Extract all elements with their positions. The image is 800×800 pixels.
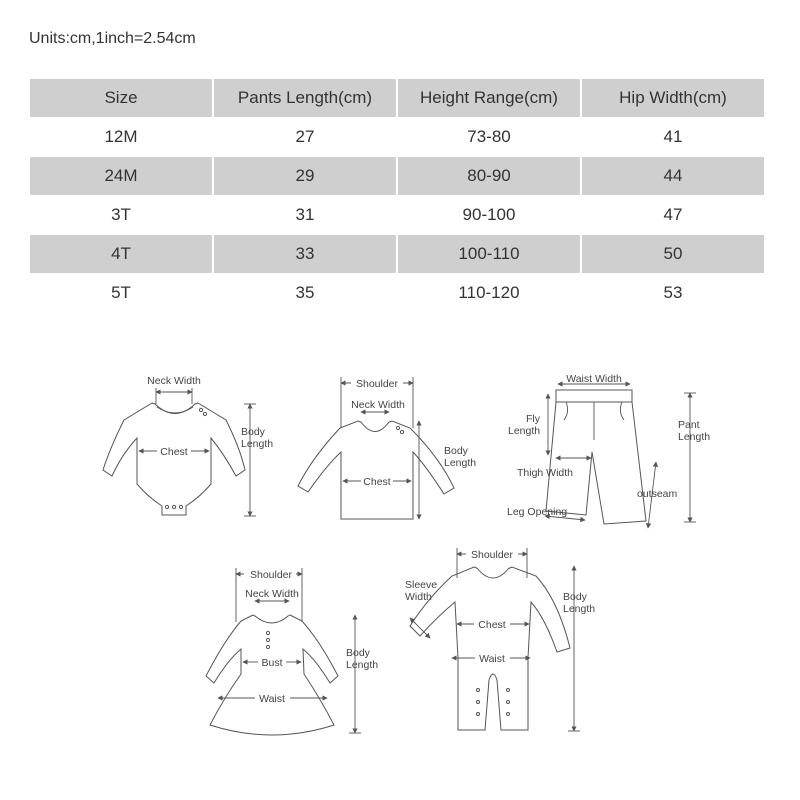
table-header-row (30, 79, 764, 118)
measurement-diagrams (0, 340, 800, 800)
cell-size: 24M (104, 166, 138, 185)
snap-button (172, 505, 175, 508)
romper-diagram (405, 547, 595, 731)
cell-height-range: 90-100 (397, 196, 581, 235)
cell-pants-length: 27 (213, 118, 397, 157)
snap-button (179, 505, 182, 508)
romper-button (477, 713, 480, 716)
waist-label: Waist (479, 653, 505, 665)
dress-button (266, 638, 269, 641)
sleeve-width-label: Sleeve (405, 579, 438, 591)
waist-label: Waist (259, 693, 285, 705)
cell-hip-width: 47 (581, 196, 764, 235)
waist-width-label: Waist Width (566, 373, 622, 385)
table-row (30, 196, 764, 235)
pants-waistband (556, 390, 632, 402)
cell-height-range: 100-110 (397, 235, 581, 274)
tshirt-outline (298, 421, 454, 519)
romper-button (507, 689, 510, 692)
romper-button (507, 713, 510, 716)
body-length-label: Body (444, 445, 468, 457)
table-row (30, 274, 764, 313)
body-length-label: Length (444, 457, 477, 469)
snap-button (165, 505, 168, 508)
dress-outline (206, 615, 338, 735)
cell-height-range: 110-120 (397, 274, 581, 313)
fly-length-label: Length (508, 425, 541, 437)
units-note: Units:cm,1inch=2.54cm (29, 30, 196, 47)
shoulder-label: Shoulder (249, 569, 293, 581)
bodysuit-diagram (103, 375, 273, 516)
header-pants-length: Pants Length(cm) (213, 79, 397, 118)
cell-hip-width: 41 (581, 118, 764, 157)
shoulder-button (396, 426, 399, 429)
neck-width-label: Neck Width (245, 588, 299, 600)
chest-label: Chest (478, 619, 506, 631)
cell-pants-length: 29 (213, 157, 397, 196)
table-row (30, 118, 764, 157)
outseam-label: outseam (637, 488, 678, 500)
cell-size: 4T (111, 244, 131, 263)
cell-height-range: 73-80 (397, 118, 581, 157)
body-length-label: Length (346, 659, 379, 671)
table-row (30, 235, 764, 274)
leg-opening-label: Leg Opening (507, 506, 568, 518)
bust-label: Bust (261, 657, 283, 669)
pants-diagram (507, 373, 710, 528)
shoulder-button (199, 408, 202, 411)
shoulder-button (400, 430, 403, 433)
cell-height-range: 80-90 (397, 157, 581, 196)
cell-hip-width: 53 (581, 274, 764, 313)
fly-length-label: Fly (526, 413, 540, 425)
thigh-width-label: Thigh Width (517, 467, 574, 479)
tshirt-diagram (298, 376, 476, 519)
cell-size: 5T (111, 283, 131, 302)
header-hip-width: Hip Width(cm) (581, 79, 764, 118)
shoulder-button (203, 412, 206, 415)
dress-button (266, 631, 269, 634)
cell-pants-length: 33 (213, 235, 397, 274)
cell-hip-width: 44 (581, 157, 764, 196)
sleeve-width-label: Width (405, 591, 432, 603)
neck-width-label: Neck Width (351, 399, 405, 411)
body-length-label: Length (563, 603, 596, 615)
romper-button (507, 701, 510, 704)
neck-width-label: Neck Width (147, 375, 201, 387)
pant-length-label: Length (678, 431, 711, 443)
cell-size: 12M (104, 127, 138, 146)
romper-outline (410, 567, 570, 730)
body-length-label: Body (241, 426, 265, 438)
cell-pants-length: 35 (213, 274, 397, 313)
header-height-range: Height Range(cm) (397, 79, 581, 118)
dress-diagram (206, 567, 378, 735)
chest-label: Chest (363, 476, 391, 488)
pants-outline (546, 390, 646, 524)
body-length-label: Body (346, 647, 370, 659)
dress-button (266, 645, 269, 648)
cell-hip-width: 50 (581, 235, 764, 274)
shoulder-label: Shoulder (470, 549, 514, 561)
header-size: Size (104, 88, 138, 107)
body-length-label: Length (241, 438, 274, 450)
table-row (30, 157, 764, 196)
body-length-label: Body (563, 591, 587, 603)
chest-label: Chest (160, 446, 188, 458)
romper-button (477, 701, 480, 704)
bodysuit-outline (103, 403, 245, 515)
pant-length-label: Pant (678, 419, 700, 431)
cell-pants-length: 31 (213, 196, 397, 235)
romper-button (477, 689, 480, 692)
cell-size: 3T (111, 205, 131, 224)
size-table (30, 79, 764, 312)
shoulder-label: Shoulder (355, 378, 399, 390)
